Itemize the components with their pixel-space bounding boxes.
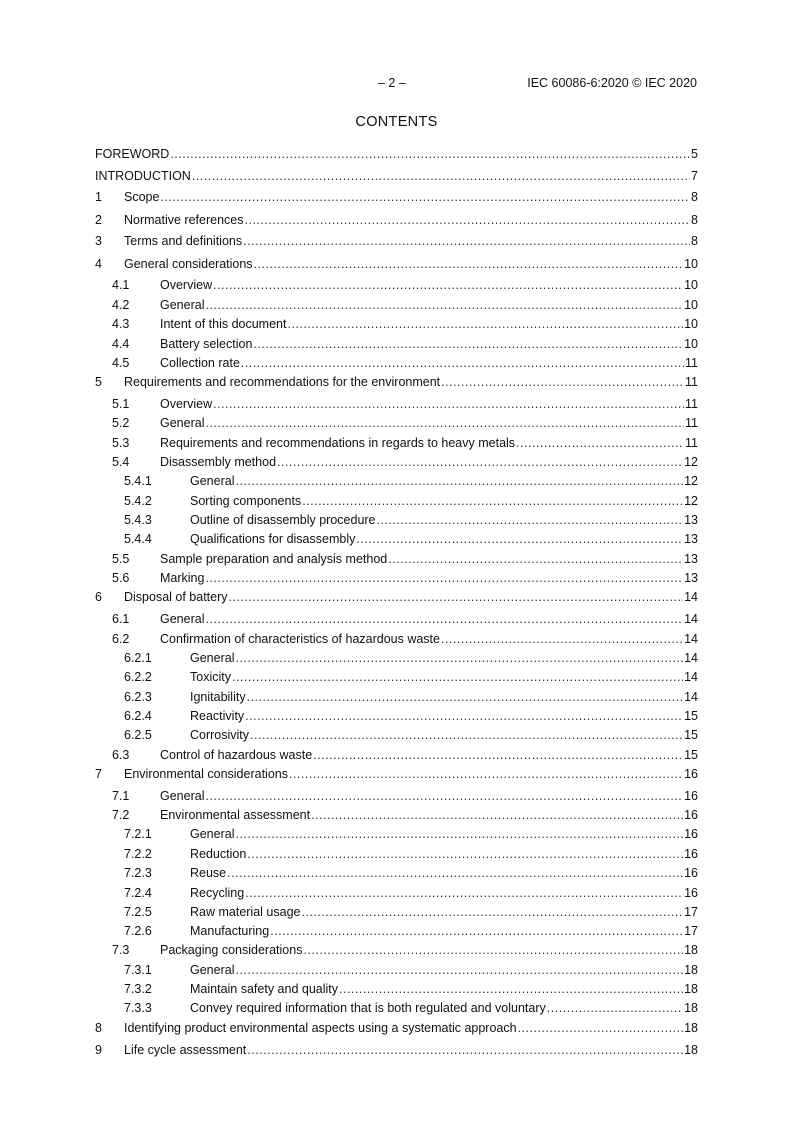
toc-entry[interactable] — [95, 570, 698, 586]
toc-entry-page: 18 — [684, 943, 698, 957]
toc-entry-page: 17 — [684, 924, 698, 938]
toc-entry-number: 7.3.1 — [124, 963, 152, 977]
toc-entry-title: Life cycle assessment — [124, 1043, 247, 1057]
toc-entry-number: 4.3 — [112, 317, 130, 331]
toc-leader-dots — [376, 512, 684, 528]
toc-leader-dots — [204, 788, 683, 804]
toc-entry[interactable] — [95, 904, 698, 920]
toc-entry-title: Control of hazardous waste — [160, 748, 313, 762]
toc-entry-title: Raw material usage — [190, 905, 301, 919]
toc-entry-page: 14 — [684, 670, 698, 684]
toc-entry-number: 4.4 — [112, 337, 130, 351]
toc-entry-number: 7 — [95, 767, 102, 781]
contents-title: CONTENTS — [355, 114, 438, 130]
toc-entry-title: Toxicity — [190, 670, 231, 684]
toc-leader-dots — [246, 689, 684, 705]
toc-entry-number: 7.2 — [112, 808, 130, 822]
toc-entry[interactable] — [95, 589, 698, 605]
toc-entry-page: 10 — [684, 278, 698, 292]
toc-entry-title: Reuse — [190, 866, 227, 880]
toc-entry-page: 18 — [684, 1043, 698, 1057]
toc-entry-number: 5.4.1 — [124, 474, 152, 488]
toc-entry[interactable] — [95, 415, 698, 431]
toc-leader-dots — [302, 942, 683, 958]
toc-entry-page: 12 — [684, 494, 698, 508]
toc-entry-title: Marking — [160, 571, 205, 585]
toc-entry-page: 10 — [684, 298, 698, 312]
toc-entry-number: 5.2 — [112, 416, 130, 430]
toc-entry-number: 5.6 — [112, 571, 130, 585]
toc-leader-dots — [546, 1000, 683, 1016]
toc-entry[interactable] — [95, 256, 698, 272]
toc-leader-dots — [515, 435, 684, 451]
toc-entry-title: Sorting components — [190, 494, 302, 508]
toc-entry-title: Qualifications for disassembly — [190, 532, 356, 546]
toc-leader-dots — [249, 727, 683, 743]
toc-entry-page: 14 — [684, 690, 698, 704]
toc-entry-number: 5.3 — [112, 436, 130, 450]
toc-leader-dots — [246, 846, 683, 862]
toc-entry[interactable] — [95, 233, 698, 249]
toc-leader-dots — [231, 669, 683, 685]
toc-entry[interactable] — [95, 669, 698, 685]
toc-entry-page: 8 — [691, 213, 698, 227]
toc-entry[interactable] — [95, 531, 698, 547]
toc-entry-title: Environmental assessment — [160, 808, 311, 822]
toc-leader-dots — [440, 374, 684, 390]
toc-entry-page: 18 — [684, 1001, 698, 1015]
toc-entry[interactable] — [95, 747, 698, 763]
toc-entry-number: 4.2 — [112, 298, 130, 312]
toc-entry-number: 7.2.6 — [124, 924, 152, 938]
toc-entry-page: 12 — [684, 474, 698, 488]
toc-entry[interactable] — [95, 336, 698, 352]
toc-entry[interactable] — [95, 146, 698, 162]
toc-entry-title: Packaging considerations — [160, 943, 303, 957]
toc-entry-title: Maintain safety and quality — [190, 982, 339, 996]
toc-entry-page: 16 — [684, 789, 698, 803]
toc-entry-page: 16 — [684, 847, 698, 861]
toc-entry-page: 17 — [684, 905, 698, 919]
toc-entry-number: 6.3 — [112, 748, 130, 762]
toc-entry-number: 5.1 — [112, 397, 130, 411]
toc-leader-dots — [234, 650, 683, 666]
toc-entry[interactable] — [95, 631, 698, 647]
toc-entry-number: 5.4 — [112, 455, 130, 469]
toc-leader-dots — [242, 233, 690, 249]
toc-entry-page: 10 — [684, 317, 698, 331]
toc-leader-dots — [212, 396, 684, 412]
toc-entry[interactable] — [95, 981, 698, 997]
toc-leader-dots — [338, 981, 683, 997]
toc-entry[interactable] — [95, 708, 698, 724]
toc-entry-number: 6 — [95, 590, 102, 604]
toc-entry-title: Battery selection — [160, 337, 253, 351]
toc-entry-title: Overview — [160, 397, 213, 411]
toc-entry[interactable] — [95, 297, 698, 313]
toc-entry-title: Environmental considerations — [124, 767, 288, 781]
toc-leader-dots — [240, 355, 684, 371]
toc-entry[interactable] — [95, 1042, 698, 1058]
toc-entry-number: 6.2.2 — [124, 670, 152, 684]
toc-entry[interactable] — [95, 551, 698, 567]
toc-entry-title: General — [190, 963, 235, 977]
toc-entry-page: 12 — [684, 455, 698, 469]
toc-entry-page: 16 — [684, 767, 698, 781]
toc-entry-number: 6.2.4 — [124, 709, 152, 723]
toc-entry-title: Requirements and recommendations in regards to heavy metals — [160, 436, 516, 450]
toc-entry[interactable] — [95, 1020, 698, 1036]
toc-entry-number: 6.2.1 — [124, 651, 152, 665]
toc-entry[interactable] — [95, 435, 698, 451]
toc-entry-page: 15 — [684, 748, 698, 762]
toc-entry-number: 4 — [95, 257, 102, 271]
toc-entry-number: 3 — [95, 234, 102, 248]
toc-entry[interactable] — [95, 826, 698, 842]
toc-leader-dots — [244, 708, 683, 724]
toc-entry-title: Reduction — [190, 847, 247, 861]
toc-entry-title: Disassembly method — [160, 455, 277, 469]
toc-leader-dots — [234, 826, 683, 842]
toc-entry-page: 18 — [684, 1021, 698, 1035]
toc-entry-title: General considerations — [124, 257, 253, 271]
toc-entry-page: 13 — [684, 571, 698, 585]
toc-entry-number: 7.2.4 — [124, 886, 152, 900]
toc-entry-number: 5.4.4 — [124, 532, 152, 546]
toc-entry-number: 5.5 — [112, 552, 130, 566]
toc-entry[interactable] — [95, 766, 698, 782]
toc-leader-dots — [159, 189, 690, 205]
toc-entry-title: General — [160, 612, 205, 626]
toc-entry[interactable] — [95, 942, 698, 958]
toc-entry-title: Normative references — [124, 213, 244, 227]
toc-entry-page: 8 — [691, 234, 698, 248]
toc-entry-number: 9 — [95, 1043, 102, 1057]
toc-leader-dots — [234, 962, 683, 978]
toc-entry-page: 10 — [684, 257, 698, 271]
toc-entry[interactable] — [95, 650, 698, 666]
toc-entry-title: Corrosivity — [190, 728, 250, 742]
toc-entry-page: 16 — [684, 886, 698, 900]
toc-entry-title: Convey required information that is both regulated and voluntary — [190, 1001, 546, 1015]
toc-entry-page: 14 — [684, 632, 698, 646]
toc-entry-number: 6.2.3 — [124, 690, 152, 704]
toc-leader-dots — [252, 336, 683, 352]
toc-entry-number: 4.5 — [112, 356, 130, 370]
toc-entry[interactable] — [95, 454, 698, 470]
toc-leader-dots — [244, 212, 691, 228]
toc-entry-title: General — [190, 474, 235, 488]
toc-leader-dots — [355, 531, 683, 547]
page-header — [0, 76, 793, 92]
toc-entry-number: 8 — [95, 1021, 102, 1035]
toc-entry-page: 16 — [684, 866, 698, 880]
toc-entry-number: 6.2 — [112, 632, 130, 646]
toc-leader-dots — [204, 570, 683, 586]
toc-entry-title: Terms and definitions — [124, 234, 243, 248]
toc-entry[interactable] — [95, 923, 698, 939]
toc-entry-page: 18 — [684, 982, 698, 996]
toc-leader-dots — [204, 415, 684, 431]
toc-entry[interactable] — [95, 807, 698, 823]
toc-entry-page: 16 — [684, 808, 698, 822]
toc-entry-page: 14 — [684, 651, 698, 665]
toc-entry-number: 2 — [95, 213, 102, 227]
toc-entry-title: Sample preparation and analysis method — [160, 552, 388, 566]
toc-entry[interactable] — [95, 611, 698, 627]
toc-leader-dots — [226, 865, 683, 881]
toc-leader-dots — [288, 766, 683, 782]
toc-entry[interactable] — [95, 473, 698, 489]
toc-entry-title: Manufacturing — [190, 924, 270, 938]
toc-leader-dots — [269, 923, 683, 939]
toc-entry-title: FOREWORD — [95, 147, 170, 161]
toc-entry-page: 5 — [691, 147, 698, 161]
toc-entry-title: INTRODUCTION — [95, 169, 191, 183]
toc-entry-number: 7.1 — [112, 789, 130, 803]
toc-entry-title: Disposal of battery — [124, 590, 228, 604]
toc-entry-title: Collection rate — [160, 356, 240, 370]
toc-entry-page: 14 — [684, 612, 698, 626]
toc-entry[interactable] — [95, 885, 698, 901]
toc-entry-page: 13 — [684, 552, 698, 566]
toc-entry-page: 7 — [691, 169, 698, 183]
toc-entry-page: 16 — [684, 827, 698, 841]
toc-entry-page: 15 — [684, 728, 698, 742]
toc-leader-dots — [440, 631, 683, 647]
toc-leader-dots — [228, 589, 684, 605]
page-number: – 2 – — [378, 76, 406, 90]
toc-leader-dots — [286, 316, 683, 332]
toc-entry-title: General — [160, 789, 205, 803]
toc-entry-title: Confirmation of characteristics of hazardous waste — [160, 632, 440, 646]
toc-entry-page: 11 — [685, 416, 698, 430]
toc-entry[interactable] — [95, 846, 698, 862]
toc-entry-title: Identifying product environmental aspects using a systematic approach — [124, 1021, 517, 1035]
toc-leader-dots — [191, 168, 690, 184]
toc-leader-dots — [310, 807, 683, 823]
toc-entry-number: 6.2.5 — [124, 728, 152, 742]
toc-leader-dots — [312, 747, 683, 763]
toc-entry-title: General — [160, 416, 205, 430]
toc-entry[interactable] — [95, 689, 698, 705]
toc-entry[interactable] — [95, 962, 698, 978]
toc-entry[interactable] — [95, 374, 698, 390]
toc-entry-number: 7.3 — [112, 943, 130, 957]
toc-entry-number: 7.2.5 — [124, 905, 152, 919]
toc-entry-title: General — [190, 827, 235, 841]
toc-entry-number: 5.4.2 — [124, 494, 152, 508]
toc-entry[interactable] — [95, 493, 698, 509]
toc-entry-title: Intent of this document — [160, 317, 287, 331]
toc-leader-dots — [246, 1042, 683, 1058]
toc-entry[interactable] — [95, 396, 698, 412]
document-id: IEC 60086-6:2020 © IEC 2020 — [527, 76, 697, 90]
toc-entry-page: 13 — [684, 513, 698, 527]
toc-entry-title: General — [190, 651, 235, 665]
toc-entry-title: Recycling — [190, 886, 245, 900]
toc-leader-dots — [300, 904, 683, 920]
toc-entry-title: Ignitability — [190, 690, 246, 704]
toc-entry-page: 10 — [684, 337, 698, 351]
toc-leader-dots — [244, 885, 683, 901]
toc-entry-title: Outline of disassembly procedure — [190, 513, 376, 527]
toc-entry-title: Overview — [160, 278, 213, 292]
toc-entry-number: 5.4.3 — [124, 513, 152, 527]
toc-entry-page: 18 — [684, 963, 698, 977]
toc-leader-dots — [204, 297, 683, 313]
toc-entry-page: 13 — [684, 532, 698, 546]
toc-entry-number: 7.3.3 — [124, 1001, 152, 1015]
toc-entry-number: 7.2.3 — [124, 866, 152, 880]
toc-entry[interactable] — [95, 355, 698, 371]
toc-leader-dots — [169, 146, 690, 162]
toc-entry[interactable] — [95, 316, 698, 332]
toc-entry-title: Reactivity — [190, 709, 245, 723]
toc-entry-number: 6.1 — [112, 612, 130, 626]
toc-entry[interactable] — [95, 189, 698, 205]
toc-entry-page: 14 — [684, 590, 698, 604]
toc-entry-number: 1 — [95, 190, 102, 204]
toc-entry-title: Requirements and recommendations for the environment — [124, 375, 441, 389]
toc-entry[interactable] — [95, 168, 698, 184]
toc-entry[interactable] — [95, 727, 698, 743]
toc-entry-number: 7.3.2 — [124, 982, 152, 996]
toc-entry-title: General — [160, 298, 205, 312]
toc-leader-dots — [253, 256, 684, 272]
toc-leader-dots — [387, 551, 683, 567]
toc-leader-dots — [276, 454, 683, 470]
toc-leader-dots — [301, 493, 683, 509]
toc-entry[interactable] — [95, 788, 698, 804]
toc-entry-page: 15 — [684, 709, 698, 723]
toc-entry-number: 7.2.1 — [124, 827, 152, 841]
toc-leader-dots — [212, 277, 683, 293]
toc-leader-dots — [517, 1020, 684, 1036]
toc-entry-number: 4.1 — [112, 278, 130, 292]
toc-entry[interactable] — [95, 1000, 698, 1016]
toc-entry[interactable] — [95, 212, 698, 228]
toc-entry-number: 7.2.2 — [124, 847, 152, 861]
toc-entry[interactable] — [95, 512, 698, 528]
toc-entry-page: 11 — [685, 375, 698, 389]
toc-leader-dots — [204, 611, 683, 627]
toc-entry[interactable] — [95, 277, 698, 293]
toc-entry-number: 5 — [95, 375, 102, 389]
toc-entry-page: 8 — [691, 190, 698, 204]
toc-entry-page: 11 — [685, 436, 698, 450]
toc-entry-page: 11 — [685, 356, 698, 370]
toc-entry-title: Scope — [124, 190, 160, 204]
toc-entry[interactable] — [95, 865, 698, 881]
toc-entry-page: 11 — [685, 397, 698, 411]
toc-leader-dots — [234, 473, 683, 489]
